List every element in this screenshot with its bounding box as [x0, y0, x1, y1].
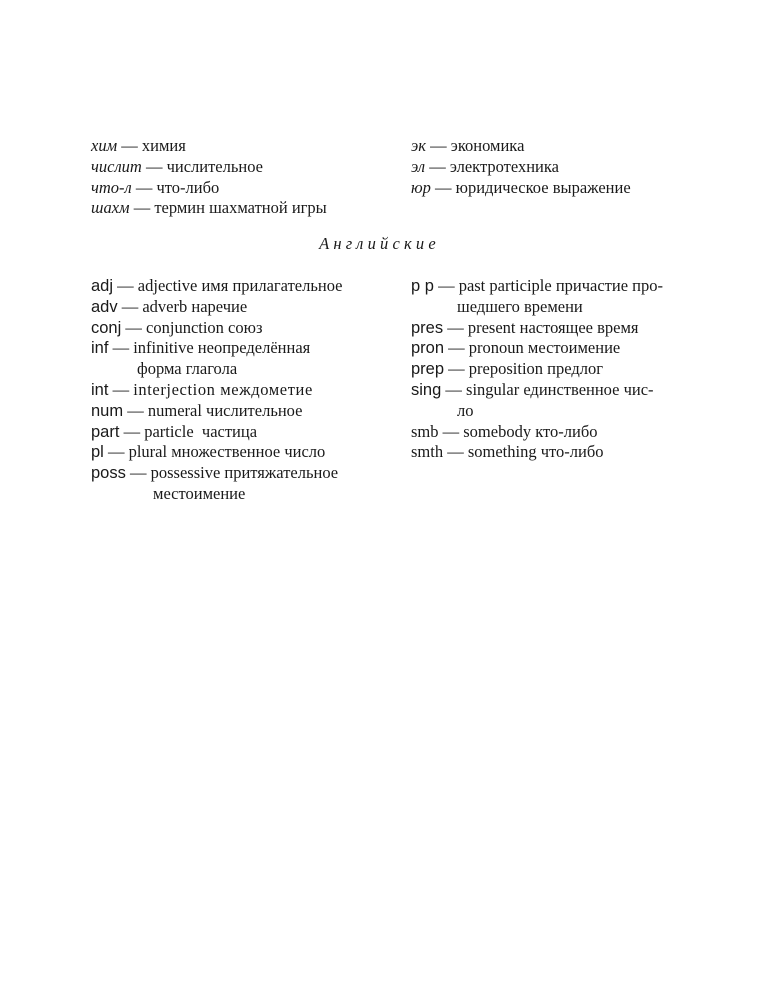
abbr-entry [91, 380, 342, 401]
abbr-term: num [91, 401, 124, 420]
abbr-meaning: pronoun местоимение [468, 338, 621, 358]
abbr-entry [411, 136, 631, 157]
abbr-term: conj [91, 318, 122, 337]
abbr-term: part [91, 422, 120, 441]
abbr-entry [411, 178, 631, 199]
english-abbr-left-column [91, 276, 342, 505]
abbr-dash: — [443, 317, 468, 337]
abbr-meaning: past participle причастие про- [458, 276, 663, 295]
abbr-term: pres [411, 318, 444, 337]
abbr-meaning: plural множественное число [128, 442, 326, 462]
abbr-meaning: conjunction союз [146, 317, 263, 337]
abbr-entry [411, 276, 663, 297]
abbr-term: эл [411, 156, 426, 176]
abbr-meaning: термин шахматной игры [154, 198, 327, 218]
abbr-meaning-continuation: ло [457, 400, 474, 420]
abbr-meaning: interjection междометие [133, 379, 313, 399]
abbr-entry [91, 276, 342, 297]
abbr-dash: — [430, 177, 456, 197]
abbr-entry [91, 136, 327, 157]
abbr-term: prep [411, 360, 445, 379]
abbr-term: adj [91, 277, 114, 295]
abbr-dash: — [108, 379, 134, 399]
abbr-dash: — [123, 400, 148, 420]
abbr-meaning: экономика [450, 136, 525, 155]
abbr-meaning: somebody кто-либо [463, 421, 598, 441]
abbr-dash: — [433, 276, 459, 295]
russian-abbr-right-column [411, 136, 631, 198]
abbr-term: pron [411, 339, 445, 358]
abbr-dash: — [117, 136, 142, 155]
abbr-meaning: adjective имя прилагательное [137, 276, 343, 295]
abbr-meaning: particle частица [144, 421, 258, 441]
abbr-entry [91, 318, 342, 339]
abbr-term: smb [411, 421, 439, 441]
abbr-entry [91, 198, 327, 219]
abbr-dash: — [121, 317, 147, 337]
abbr-meaning: юридическое выражение [455, 177, 631, 197]
abbr-entry-continuation [411, 297, 663, 318]
abbr-dash: — [113, 276, 138, 295]
abbr-entry-continuation [411, 401, 663, 422]
abbr-entry-continuation [91, 359, 342, 380]
abbr-entry [91, 178, 327, 199]
abbr-term: хим [91, 136, 118, 155]
abbr-entry [91, 422, 342, 443]
abbr-dash: — [131, 177, 157, 197]
abbr-dash: — [426, 136, 451, 155]
abbr-meaning: что-либо [156, 177, 220, 197]
abbr-entry [411, 422, 663, 443]
abbr-meaning: adverb наречие [142, 296, 248, 316]
abbr-term: что-л [91, 177, 132, 197]
abbr-dash: — [129, 198, 155, 218]
abbr-meaning-continuation: форма глагола [137, 359, 238, 379]
abbr-dash: — [141, 156, 167, 176]
abbr-entry [411, 359, 663, 380]
abbr-dash: — [443, 442, 468, 462]
abbr-dash: — [125, 463, 151, 483]
english-abbr-right-column [411, 276, 663, 463]
abbr-meaning: possessive притяжательное [150, 463, 339, 483]
abbr-term: inf [91, 339, 109, 358]
abbr-term: adv [91, 297, 118, 316]
abbr-term: int [91, 380, 109, 399]
abbr-term: pl [91, 443, 104, 462]
russian-abbr-left-column [91, 136, 327, 219]
abbr-dash: — [444, 359, 469, 379]
abbr-meaning: preposition предлог [468, 359, 603, 379]
abbr-dash: — [441, 379, 467, 399]
abbr-meaning: числительное [166, 156, 263, 176]
abbr-meaning: present настоящее время [467, 317, 639, 337]
abbr-term: poss [91, 464, 126, 483]
abbr-meaning: infinitive неопределённая [133, 338, 311, 358]
abbr-term: smth [411, 442, 444, 462]
abbr-term: эк [411, 136, 426, 155]
abbr-meaning: химия [141, 136, 186, 155]
abbr-entry [91, 157, 327, 178]
abbr-entry [411, 338, 663, 359]
abbr-entry-continuation [91, 484, 342, 505]
abbr-term: шахм [91, 198, 130, 218]
abbr-entry [411, 157, 631, 178]
abbr-dash: — [117, 296, 143, 316]
abbr-entry [411, 318, 663, 339]
abbr-entry [411, 380, 663, 401]
section-heading: Английские [319, 234, 440, 253]
abbr-entry [91, 338, 342, 359]
abbr-entry [91, 297, 342, 318]
abbr-entry [411, 442, 663, 463]
abbr-dash: — [119, 421, 145, 441]
abbr-entry [91, 442, 342, 463]
abbr-meaning: singular единственное чис- [466, 379, 654, 399]
abbr-dash: — [444, 338, 469, 358]
abbr-meaning: электротехника [449, 156, 559, 176]
abbr-entry [91, 401, 342, 422]
abbr-term: юр [411, 177, 431, 197]
abbr-term: sing [411, 380, 442, 399]
abbr-meaning: numeral числительное [147, 400, 303, 420]
abbr-dash: — [425, 156, 450, 176]
abbr-meaning-continuation: шедшего времени [457, 296, 583, 316]
abbr-term: числит [91, 156, 142, 176]
abbr-entry [91, 463, 342, 484]
abbr-term: p p [411, 277, 434, 295]
abbr-meaning-continuation: местоимение [153, 483, 246, 503]
abbr-dash: — [103, 442, 129, 462]
abbr-dash: — [108, 338, 134, 358]
abbr-meaning: something что-либо [467, 442, 604, 462]
abbr-dash: — [438, 421, 464, 441]
